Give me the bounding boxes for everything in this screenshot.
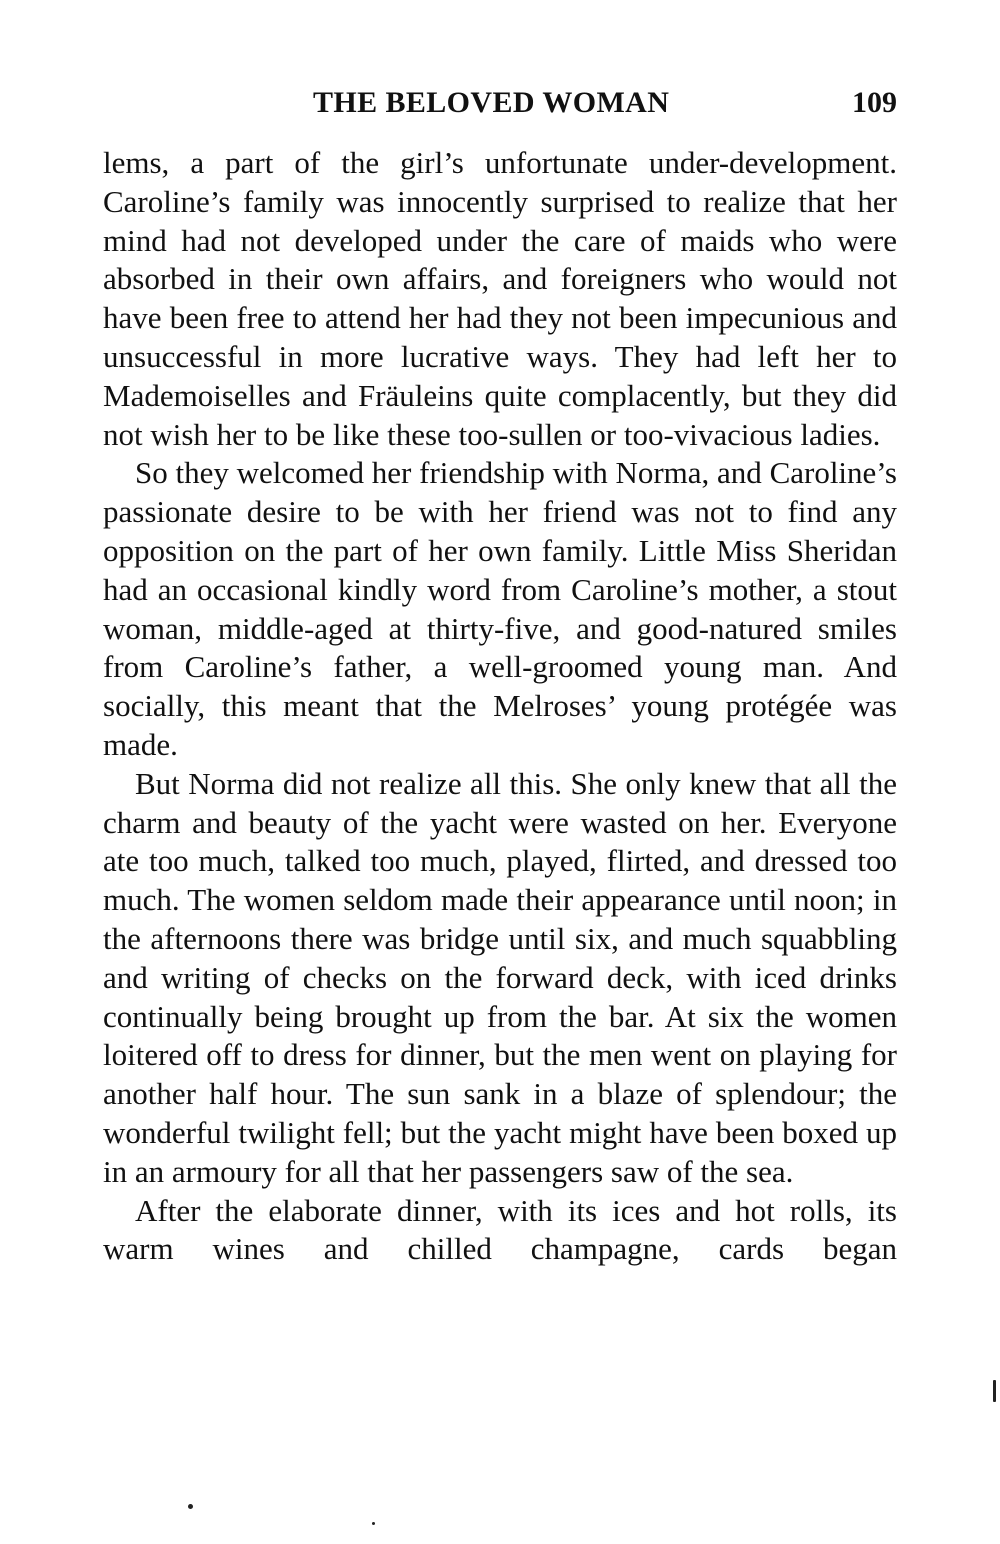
running-title: THE BELOVED WOMAN	[313, 86, 670, 119]
print-speck	[188, 1504, 193, 1509]
paragraph-1: lems, a part of the girl’s unfortunate under-development. Caroline’s family was innocently surprised to realize that her mind had not developed under the care of maids who were absorbed in their own affairs, and foreigners who would not have been free to attend her had they not been impecunious and unsuccessful in more lucrative ways. They had left her to Mademoiselles and Fräuleins quite complacently, but they did not wish her to be like these too-sullen or too-vivacious ladies.	[103, 145, 897, 452]
paragraph-4: After the elaborate dinner, with its ices and hot rolls, its warm wines and chilled champagne, cards began	[103, 1192, 897, 1267]
paragraph-2: So they welcomed her friendship with Norma, and Caroline’s passionate desire to be with her friend was not to find any opposition on the part of her own family. Little Miss Sheridan had an occasional kindly word from Caroline’s mother, a stout woman, middle-aged at thirty-five, and good-natured smiles from Caroline’s father, a well-groomed young man. And socially, this meant that the Melroses’ young protégée was made.	[103, 455, 897, 762]
print-speck	[372, 1522, 375, 1525]
page-body	[103, 144, 897, 1269]
print-speck	[993, 1380, 996, 1402]
book-page	[103, 86, 897, 1269]
paragraph-3: But Norma did not realize all this. She only knew that all the charm and beauty of the yacht were wasted on her. Everyone ate too much, talked too much, played, flirted, and dressed too much. The women seldom made their appearance until noon; in the afternoons there was bridge until six, and much squabbling and writing of checks on the forward deck, with iced drinks continually being brought up from the bar. At six the women loitered off to dress for dinner, but the men went on playing for another half hour. The sun sank in a blaze of splendour; the wonderful twilight fell; but the yacht might have been boxed up in an armoury for all that her passengers saw of the sea.	[103, 765, 897, 1189]
page-number: 109	[852, 86, 897, 119]
running-header	[103, 86, 897, 130]
